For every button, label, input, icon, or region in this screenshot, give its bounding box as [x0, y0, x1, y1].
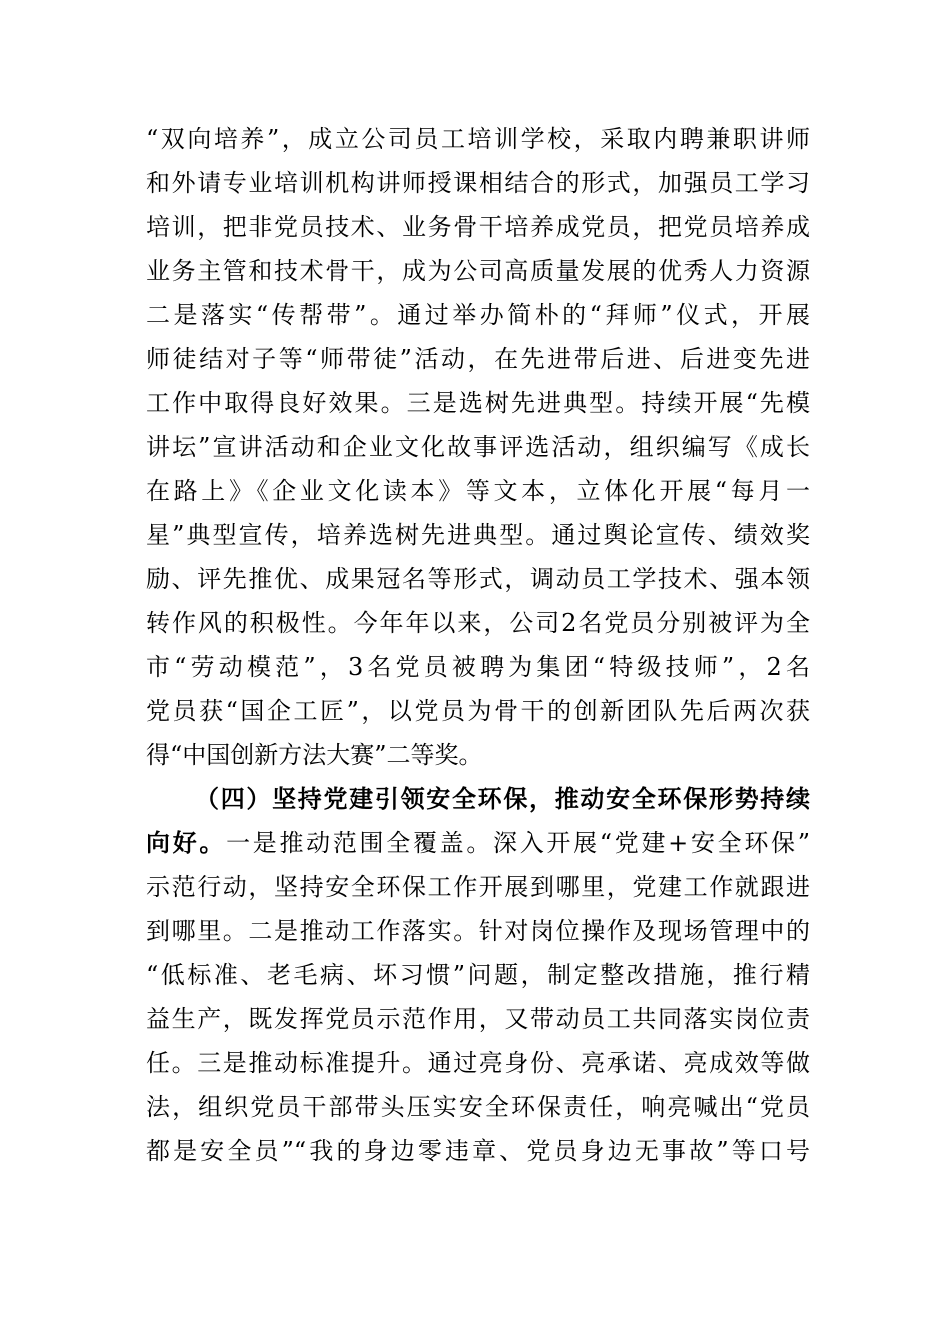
- paragraph-line: 益生产，既发挥党员示范作用，又带动员工共同落实岗位责: [146, 1005, 810, 1033]
- paragraph-line: 工作中取得良好效果。三是选树先进典型。持续开展“先模: [146, 389, 810, 417]
- paragraph-line: 讲坛”宣讲活动和企业文化故事评选活动，组织编写《成长: [146, 433, 810, 461]
- paragraph-line: 业务主管和技术骨干，成为公司高质量发展的优秀人力资源: [146, 257, 810, 285]
- paragraph-line: 培训，把非党员技术、业务骨干培养成党员，把党员培养成: [146, 213, 810, 241]
- paragraph-line: 励、评先推优、成果冠名等形式，调动员工学技术、强本领: [146, 565, 810, 593]
- section-heading: （四）坚持党建引领安全环保，推动安全环保形势持续: [195, 784, 810, 813]
- paragraph-line: 市“劳动模范”，3名党员被聘为集团“特级技师”，2名: [146, 653, 810, 681]
- paragraph-line: 都是安全员”“我的身边零违章、党员身边无事故”等口号: [146, 1137, 810, 1165]
- paragraph-line: 二是落实“传帮带”。通过举办简朴的“拜师”仪式，开展: [146, 301, 810, 329]
- paragraph-line: “双向培养”，成立公司员工培训学校，采取内聘兼职讲师: [146, 125, 810, 153]
- section-heading-continuation: 向好。: [146, 828, 227, 857]
- paragraph-line: 法，组织党员干部带头压实安全环保责任，响亮喊出“党员: [146, 1093, 810, 1121]
- paragraph-line: “低标准、老毛病、坏习惯”问题，制定整改措施，推行精: [146, 961, 810, 989]
- paragraph-line: 党员获“国企工匠”，以党员为骨干的创新团队先后两次获: [146, 697, 810, 725]
- paragraph-line: 示范行动，坚持安全环保工作开展到哪里，党建工作就跟进: [146, 873, 810, 901]
- section-heading-continuation-line: [146, 821, 810, 865]
- paragraph-line: 到哪里。二是推动工作落实。针对岗位操作及现场管理中的: [146, 917, 810, 945]
- paragraph-line: 转作风的积极性。今年年以来，公司2名党员分别被评为全: [146, 609, 810, 637]
- paragraph-line: 和外请专业培训机构讲师授课相结合的形式，加强员工学习: [146, 169, 810, 197]
- paragraph-line: 师徒结对子等“师带徒”活动，在先进带后进、后进变先进: [146, 345, 810, 373]
- section-paragraph-start: 一是推动范围全覆盖。深入开展“党建+安全环保”: [226, 829, 811, 857]
- paragraph-line: 任。三是推动标准提升。通过亮身份、亮承诺、亮成效等做: [146, 1049, 810, 1077]
- paragraph-line: 在路上》《企业文化读本》等文本，立体化开展“每月一: [146, 477, 810, 505]
- paragraph-line: 星”典型宣传，培养选树先进典型。通过舆论宣传、绩效奖: [146, 521, 810, 549]
- paragraph-line: 得“中国创新方法大赛”二等奖。: [146, 741, 483, 769]
